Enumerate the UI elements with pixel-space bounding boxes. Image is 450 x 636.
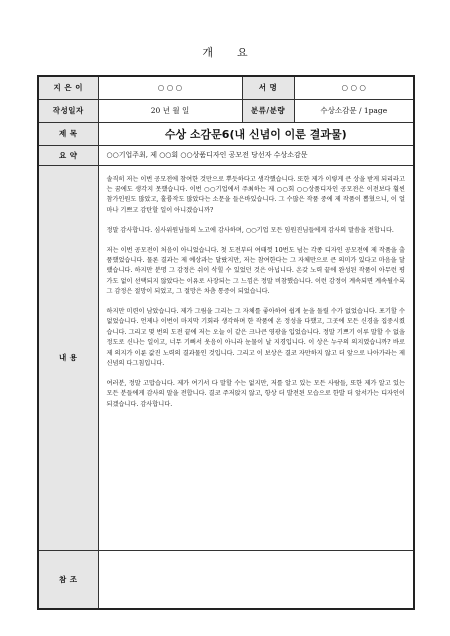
writer-label: 서 명 [242,76,294,99]
date-row [38,99,414,122]
content-row [38,165,414,550]
page-title-char-2: 요 [237,46,248,59]
contestant-value: ○ ○ ○ [98,76,242,99]
page-title-char-1: 개 [202,46,213,59]
content-paragraph: 정말 감사합니다. 심사위원님들의 노고에 감사하며, ○○기업 모든 임원진님들에게 감사의 말씀을 전합니다. [106,226,394,234]
contestant-row [38,76,414,99]
content-paragraph: 저는 이번 공모전이 처음이 아니었습니다. 첫 도전부터 여태껏 10번도 넘는 각종 디자인 공모전에 제 작품을 출품했었습니다. 물론 결과는 제 예상과는 달랐지만, 저는 참여한다는 그 자체만으로 큰 의미가 있다고 마음을 달랬습니다. 하지만 분명 그 감정은 쉬이 삭힐 수 있었던 것은 아닙니다. 온갖 노력 끝에 완성된 작품이 아무런 평가도 없이 선택되지 않았다는 이유로 사장되는 그 느낌은 정말 비참했습니다. 이런 감정이 계속되면 계속될수록 그 감정은 절망이 되었고, 그 절망은 차츰 통증이 되었습니다. [106,246,405,296]
date-value: 20 년 월 일 [98,99,242,122]
category-value: 수상소감문 / 1page [294,99,414,122]
summary-value: ○○기업주최, 제 ○○회 ○○상품디자인 공모전 당선자 수상소감문 [98,145,414,165]
content-paragraph: 솔직히 저는 이번 공모전에 참여한 것만으로 뿌듯하다고 생각했습니다. 또한 제가 이렇게 큰 상을 받게 되리라고는 꿈에도 생각지 못했습니다. 이번 ○○기업에서 주최하는 제 ○○회 ○○상품디자인 공모전은 이전보다 훨씬 참가인원도 많았고, 훌륭작도 많았다는 소문을 들은바있습니다. 그 수많은 작품 중에 제 작품이 뽑혔으니, 이 얼마나 기쁘고 감탄할 일이 아니겠습니까? [106,175,405,214]
summary-row [38,145,414,165]
page-title [0,44,450,60]
overview-form-table [37,75,415,610]
writer-value: ○ ○ ○ [294,76,414,99]
category-label: 분류/분량 [242,99,294,122]
content-body [98,165,414,550]
reference-row [38,550,414,609]
subject-row [38,122,414,145]
content-paragraph: 여러분, 정말 고맙습니다. 제가 여기서 다 말할 수는 없지만, 저를 알고 있는 모든 사람들, 또한 제가 알고 있는 모든 분들에게 감사의 말을 전합니다. 결코 주저앉지 않고, 항상 더 발전된 모습으로 한발 더 앞서가는 디자인이 되겠습니다. 감사합니다. [106,380,405,408]
contestant-label: 지 은 이 [38,76,98,99]
date-label: 작성일자 [38,99,98,122]
content-paragraph: 하지만 미련이 남았습니다. 제가 그림을 그리는 그 자체를 좋아하여 쉽게 눈을 돌릴 수가 없었습니다. 포기할 수 없었습니다. 언제나 이번이 마지막 기회라 생각하며 한 작품에 온 정성을 다했고, 그곳에 모든 신경을 집중시켰습니다. 그리고 몇 번의 도전 끝에 저는 오늘 이 같은 크나큰 영광을 입었습니다. 정말 기쁘기 이루 말할 수 없을 정도로 신나는 일이고, 너무 기뻐서 웃음이 아니라 눈물이 날 지경입니다. 이 상은 누구의 의지였습니까? 바로 제 의지가 이룬 값진 노력의 결과물인 것입니다. 그리고 이 보상은 결코 자만하지 않고 더 앞으로 나아가라는 제 신념의 다그침입니다. [106,308,405,368]
subject-value: 수상 소감문6(내 신념이 이룬 결과물) [98,122,414,145]
content-label: 내 용 [38,165,98,550]
summary-label: 요 약 [38,145,98,165]
reference-label: 참 조 [38,550,98,609]
reference-value [98,550,414,609]
subject-label: 제 목 [38,122,98,145]
